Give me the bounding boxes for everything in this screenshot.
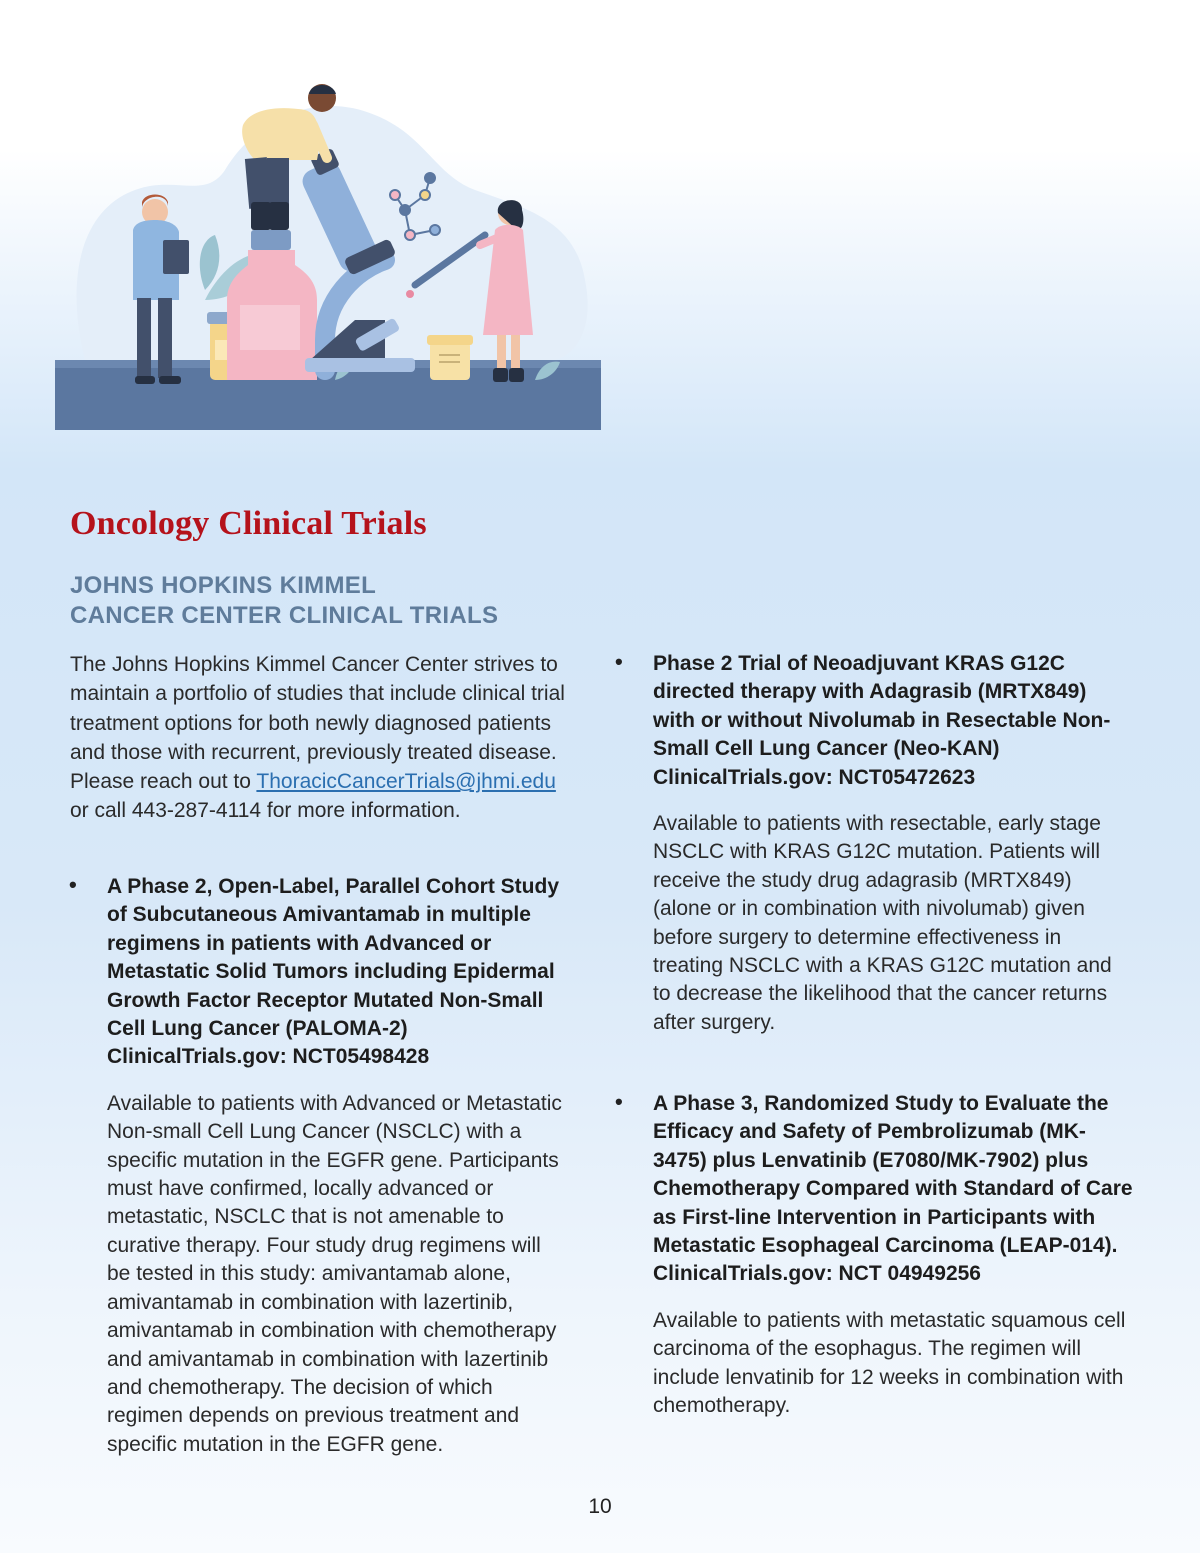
clinical-research-illustration xyxy=(55,80,601,430)
trial-item xyxy=(69,872,569,1459)
email-link[interactable]: ThoracicCancerTrials@jhmi.edu xyxy=(256,770,556,794)
bullet-icon: • xyxy=(615,1089,623,1114)
subtitle-line-1: JOHNS HOPKINS KIMMEL xyxy=(70,572,377,599)
trial-description: Available to patients with resectable, early stage NSCLC with KRAS G12C mutation. Patients will receive the study drug adagrasib (MRTX849) (alone or in combination with nivolumab) given before surgery to determine effectiveness in treating NSCLC with a KRAS G12C mutation and to decrease the likelihood that the cancer returns after surgery. xyxy=(653,812,1112,1034)
sample-jar-icon xyxy=(427,335,473,380)
intro-text: The Johns Hopkins Kimmel Cancer Center strives to maintain a portfolio of studies that include clinical trial treatment options for both newly diagnosed patients and those with recurrent, previously treated disease. Please reach out to xyxy=(70,653,565,794)
intro-paragraph xyxy=(70,650,565,826)
trial-item xyxy=(615,1089,1133,1420)
bullet-icon: • xyxy=(69,872,77,897)
trial-description: Available to patients with Advanced or Metastatic Non-small Cell Lung Cancer (NSCLC) with a specific mutation in the EGFR gene. Participants must have confirmed, locally advanced or metastatic, NSCLC that is not amenable to curative therapy. Four study drug regimens will be tested in this study: amivantamab alone, amivantamab in combination with lazertinib, amivantamab in combination with chemotherapy and amivantamab in combination with lazertinib and chemotherapy. The decision of which regimen depends on previous treatment and specific mutation in the EGFR gene. xyxy=(107,1091,562,1456)
trial-heading: Phase 2 Trial of Neoadjuvant KRAS G12C directed therapy with Adagrasib (MRTX849) with or without Nivolumab in Resectable Non-Small Cell Lung Cancer (Neo-KAN) ClinicalTrials.gov: NCT05472623 xyxy=(653,652,1111,789)
trial-heading: A Phase 2, Open-Label, Parallel Cohort Study of Subcutaneous Amivantamab in multiple regimens in patients with Advanced or Metastatic Solid Tumors including Epidermal Growth Factor Receptor Mutated Non-Small Cell Lung Cancer (PALOMA-2) ClinicalTrials.gov: NCT05498428 xyxy=(107,875,559,1069)
trial-description: Available to patients with metastatic squamous cell carcinoma of the esophagus. The regimen will include lenvatinib for 12 weeks in combination with chemotherapy. xyxy=(653,1308,1126,1418)
page-number: 10 xyxy=(588,1495,612,1518)
page-title: Oncology Clinical Trials xyxy=(70,505,427,542)
section-subtitle xyxy=(70,571,590,631)
bullet-icon: • xyxy=(615,649,623,674)
subtitle-line-2: CANCER CENTER CLINICAL TRIALS xyxy=(70,602,499,629)
intro-text-after: or call 443-287-4114 for more information. xyxy=(70,799,461,823)
trial-item xyxy=(615,649,1133,1037)
trial-heading: A Phase 3, Randomized Study to Evaluate the Efficacy and Safety of Pembrolizumab (MK-3475) plus Lenvatinib (E7080/MK-7902) plus Chemotherapy Compared with Standard of Care as First-line Intervention in Participants with Metastatic Esophageal Carcinoma (LEAP-014). ClinicalTrials.gov: NCT 04949256 xyxy=(653,1092,1133,1286)
